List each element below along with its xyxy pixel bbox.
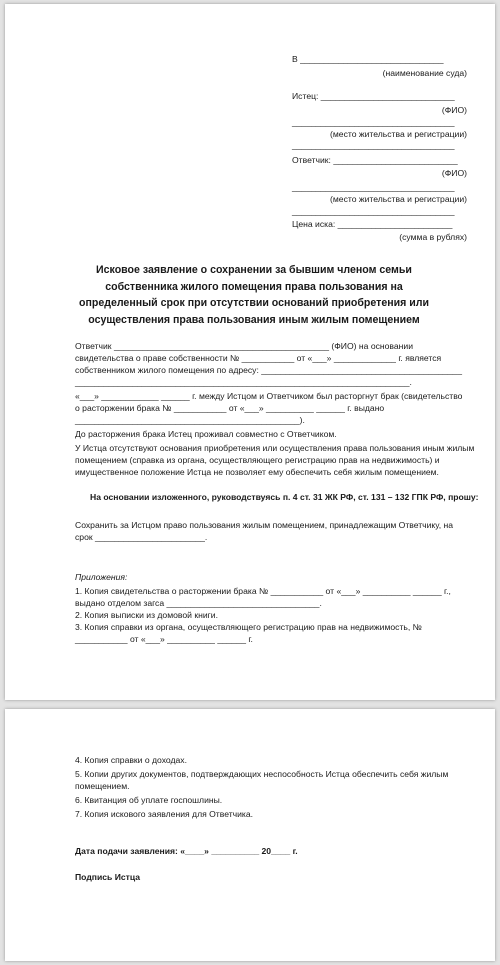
body-paragraph-1-line-4: ______________________________________________________________________. [75,377,412,387]
body-paragraph-4-line-2: помещением (справка из органа, осуществляющего регистрацию прав на недвижимость) и [75,455,440,465]
attachment-5-line-2: помещением. [75,781,130,791]
request-line-2: срок _______________________. [75,532,208,542]
body-paragraph-2-line-3: _______________________________________________). [75,415,305,425]
plaintiff-line: Истец: ____________________________ [292,91,455,101]
plaintiff-signature: Подпись Истца [75,872,141,882]
defendant-line: Ответчик: __________________________ [292,155,458,165]
plaintiff-address-line: __________________________________ [292,117,455,127]
attachment-4: 4. Копия справки о доходах. [75,755,187,765]
attachment-5-line-1: 5. Копии других документов, подтверждающих неспособность Истца обеспечить себя жилым [75,769,449,779]
court-line: В ______________________________ [292,54,444,64]
document-page-2 [5,709,495,961]
defendant-address-caption: (место жительства и регистрации) [330,194,467,204]
body-paragraph-1-line-2: свидетельства о праве собственности № ___________ от «___» _____________ г. является [75,353,442,363]
attachments-heading: Приложения: [75,572,128,582]
attachment-6: 6. Квитанция об уплате госпошлины. [75,795,223,805]
request-line-1: Сохранить за Истцом право пользования жилым помещением, принадлежащим Ответчику, на [75,520,454,530]
body-paragraph-2-line-1: «___» ____________ ______ г. между Истцом и Ответчиком был расторгнут брак (свидетельство [75,391,463,401]
legal-basis-line: На основании изложенного, руководствуясь п. 4 ст. 31 ЖК РФ, ст. 131 – 132 ГПК РФ, прошу: [90,492,479,502]
document-title: Исковое заявление о сохранении за бывшим членом семьи собственника жилого помещения права пользования на определенный срок при отсутствии оснований приобретения или осуществления права пользования иным жилым помещением [78,264,430,326]
defendant-address-line-2: __________________________________ [292,206,455,216]
filing-date-line: Дата подачи заявления: «____» __________ 20____ г. [75,846,298,856]
plaintiff-address-line-2: __________________________________ [292,140,455,150]
body-paragraph-4-line-3: имущественное положение Истца не позволяет ему обеспечить себя жилым помещением. [75,467,439,477]
body-paragraph-1-line-1: Ответчик _____________________________________________ (ФИО) на основании [75,341,414,351]
defendant-fio-caption: (ФИО) [441,168,467,178]
body-paragraph-2-line-2: о расторжении брака № ___________ от «___» __________ ______ г. выдано [75,403,385,413]
attachment-1-line-1: 1. Копия свидетельства о расторжении брака № ___________ от «___» __________ ______ г., [75,586,451,596]
plaintiff-fio-caption: (ФИО) [441,105,467,115]
attachment-2: 2. Копия выписки из домовой книги. [75,610,218,620]
claim-price-caption: (сумма в рублях) [399,232,467,242]
document-page-1 [5,4,495,700]
attachment-1-line-2: выдано отделом загса ________________________________. [75,598,322,608]
attachment-3-line-1: 3. Копия справки из органа, осуществляющего регистрацию прав на недвижимость, № [75,622,422,632]
body-paragraph-1-line-3: собственником жилого помещения по адресу: __________________________________________ [75,365,462,375]
body-paragraph-4-line-1: У Истца отсутствуют основания приобретения или осуществления права пользования иным жилым [75,443,475,453]
plaintiff-address-caption: (место жительства и регистрации) [330,129,467,139]
body-paragraph-3: До расторжения брака Истец проживал совместно с Ответчиком. [75,429,337,439]
defendant-address-line: __________________________________ [292,182,455,192]
court-caption: (наименование суда) [382,68,467,78]
claim-price-line: Цена иска: ________________________ [292,219,453,229]
attachment-7: 7. Копия искового заявления для Ответчика. [75,809,254,819]
attachment-3-line-2: ___________ от «___» __________ ______ г. [75,634,253,644]
